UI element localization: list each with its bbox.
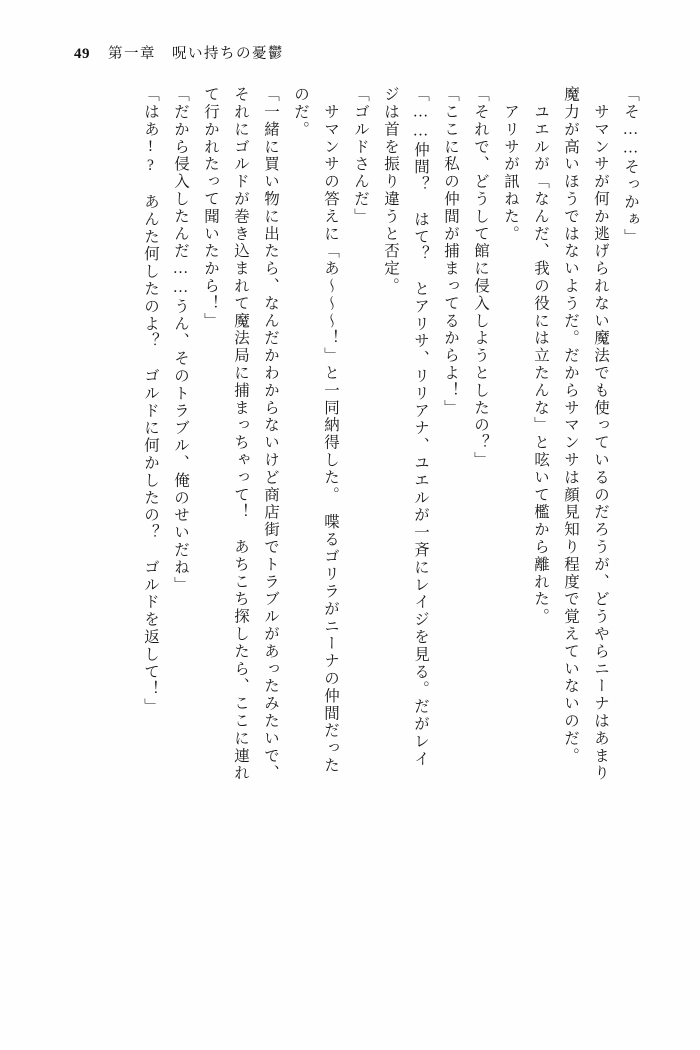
text-line: 「ここに私の仲間が捕まってるからよ！」 <box>442 86 459 417</box>
text-line: ジは首を振り違うと否定。 <box>382 86 399 295</box>
text-line: それにゴルドが巻き込まれて魔法局に捕まっちゃって！ あちこち探したら、ここに連れ <box>232 86 249 782</box>
text-line: て行かれたって聞いたから！」 <box>202 86 219 330</box>
text-line: 「ゴルドさんだ」 <box>352 86 369 226</box>
text-line: 「それで、どうして館に侵入しようとしたの？」 <box>472 86 489 469</box>
text-line: サマンサの答えに「あ～～～！」と一同納得した。 喋るゴリラがニーナの仲間だった <box>322 86 339 775</box>
text-line: 「……仲間？ はて？ とアリサ、リリアナ、ユエルが一斉にレイジを見る。だがレイ <box>412 86 429 768</box>
text-line: ユエルが「なんだ、我の役には立たんな」と呟いて檻から離れた。 <box>532 86 549 626</box>
text-line: のだ。 <box>292 86 309 139</box>
page-number: 49 <box>74 46 90 62</box>
text-line: 「一緒に買い物に出たら、なんだかわからないけど商店街でトラブルがあったみたいで、 <box>262 86 279 782</box>
text-line: 「だから侵入したんだ……うん、そのトラブル、俺のせいだね」 <box>172 86 189 594</box>
text-line: 「そ……そっかぁ」 <box>622 86 639 246</box>
text-line: アリサが訊ねた。 <box>502 86 519 243</box>
text-line: 魔力が高いほうではないようだ。だからサマンサは顔見知り程度で覚えていないのだ。 <box>562 86 579 765</box>
running-head <box>74 42 284 63</box>
text-line: サマンサが何か逃げられない魔法でも使っているのだろうが、どうやらニーナはあまり <box>592 86 609 782</box>
chapter-title: 第一章 呪い持ちの憂鬱 <box>108 46 284 62</box>
body-text-block <box>62 86 638 996</box>
text-line: 「はあ!? あんた何したのよ？ ゴルドに何かしたの？ ゴルドを返して！」 <box>142 86 159 716</box>
